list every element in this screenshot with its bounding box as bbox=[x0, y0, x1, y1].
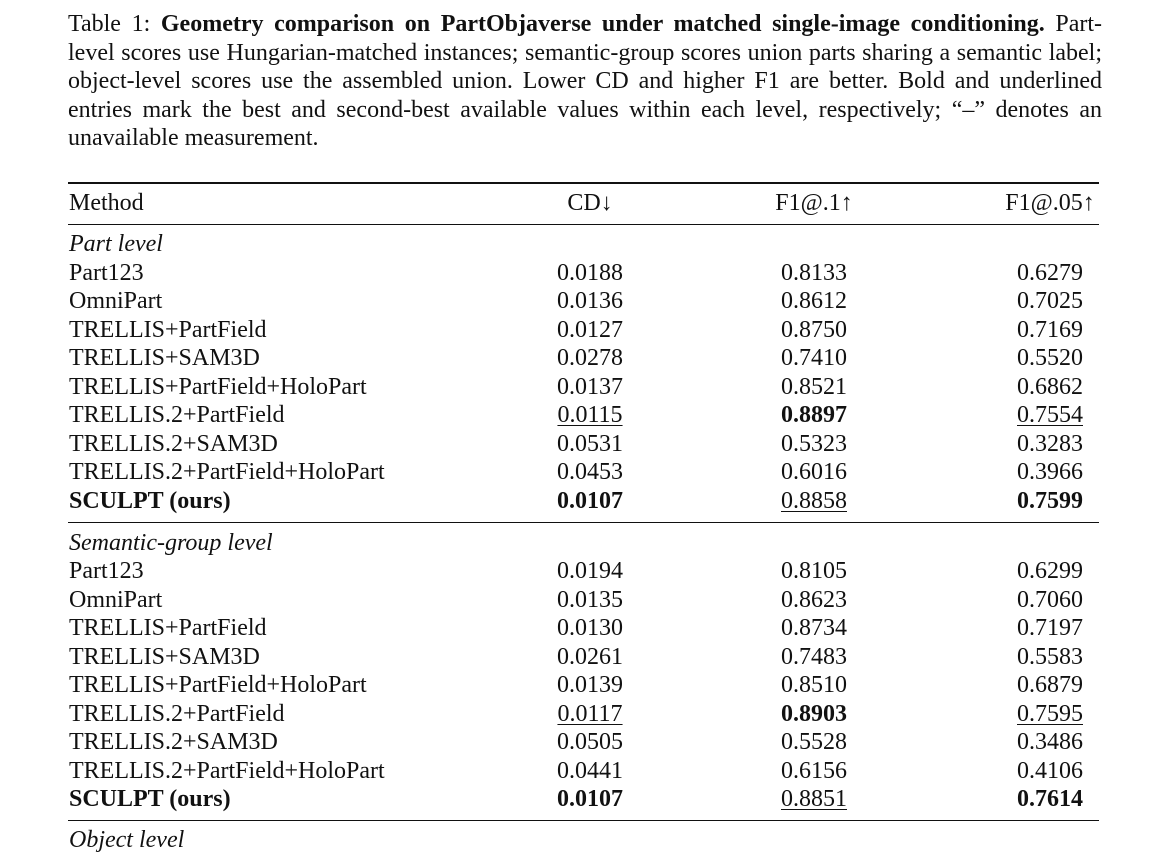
cd-cell: 0.0135 bbox=[557, 586, 623, 613]
f1-01-cell: 0.5323 bbox=[781, 430, 847, 457]
cd-cell: 0.0441 bbox=[557, 757, 623, 784]
cd-cell: 0.0194 bbox=[557, 558, 623, 584]
method-cell: TRELLIS.2+PartField+HoloPart bbox=[69, 757, 385, 784]
method-cell: TRELLIS+SAM3D bbox=[69, 643, 260, 670]
section-title-row bbox=[0, 230, 1168, 259]
f1-01-cell: 0.8105 bbox=[781, 558, 847, 584]
table-row bbox=[0, 643, 1168, 672]
table-row bbox=[0, 757, 1168, 786]
method-cell-ours: SCULPT (ours) bbox=[69, 786, 231, 812]
section-title-row bbox=[0, 529, 1168, 558]
f1-01-cell-second-best: 0.8858 bbox=[781, 487, 847, 514]
method-cell: TRELLIS+PartField bbox=[69, 316, 267, 343]
table-row bbox=[0, 430, 1168, 459]
method-cell: OmniPart bbox=[69, 288, 163, 314]
f1-01-cell: 0.6016 bbox=[781, 459, 847, 485]
cd-cell: 0.0505 bbox=[557, 729, 623, 755]
section-title-semantic-group-level: Semantic-group level bbox=[69, 529, 273, 556]
f1-005-cell: 0.5520 bbox=[1017, 345, 1083, 371]
f1-01-cell: 0.8623 bbox=[781, 586, 847, 613]
section-rule bbox=[68, 820, 1099, 821]
table-row bbox=[0, 458, 1168, 487]
header-f1-01: F1@.1↑ bbox=[775, 190, 853, 216]
section-title-part-level: Part level bbox=[69, 231, 163, 257]
table-row bbox=[0, 728, 1168, 757]
cd-cell: 0.0278 bbox=[557, 345, 623, 371]
f1-01-cell: 0.6156 bbox=[781, 757, 847, 784]
f1-005-cell: 0.4106 bbox=[1017, 757, 1083, 784]
f1-005-cell: 0.7169 bbox=[1017, 316, 1083, 343]
cd-cell-second-best: 0.0117 bbox=[557, 700, 623, 727]
f1-005-cell: 0.7025 bbox=[1017, 288, 1083, 314]
f1-005-cell: 0.3966 bbox=[1017, 459, 1083, 485]
f1-005-cell: 0.7197 bbox=[1017, 615, 1083, 641]
header-f1-005: F1@.05↑ bbox=[1005, 190, 1095, 216]
f1-005-cell: 0.3283 bbox=[1017, 430, 1083, 457]
caption-body: Part-level scores use Hungarian-matched instances; semantic-group scores union parts sharing a semantic label; object-level scores use the assembled union. Lower CD and higher F1 are better. Bold and underlined entries mark the best and second-best available values within each level, respectively; “–” denotes an unavailable measurement. bbox=[68, 11, 1103, 152]
method-cell: TRELLIS.2+SAM3D bbox=[69, 729, 278, 755]
f1-01-cell-best: 0.8897 bbox=[781, 402, 847, 428]
cd-cell: 0.0188 bbox=[557, 259, 623, 286]
method-cell: OmniPart bbox=[69, 586, 163, 613]
table-row bbox=[0, 401, 1168, 430]
method-cell: TRELLIS+SAM3D bbox=[69, 345, 260, 371]
f1-005-cell: 0.5583 bbox=[1017, 643, 1083, 670]
section-title-object-level: Object level bbox=[69, 827, 185, 853]
table-top-rule bbox=[68, 182, 1099, 184]
f1-005-cell: 0.6279 bbox=[1017, 259, 1083, 286]
cd-cell-best: 0.0107 bbox=[557, 487, 623, 514]
section-title-row bbox=[0, 826, 1168, 855]
f1-005-cell: 0.7060 bbox=[1017, 586, 1083, 613]
table-row bbox=[0, 586, 1168, 615]
method-cell: TRELLIS.2+PartField+HoloPart bbox=[69, 459, 385, 485]
method-cell: TRELLIS.2+SAM3D bbox=[69, 430, 278, 457]
cd-cell: 0.0136 bbox=[557, 288, 623, 314]
cd-cell: 0.0261 bbox=[557, 643, 623, 670]
cd-cell-best: 0.0107 bbox=[557, 786, 623, 812]
cd-cell-second-best: 0.0115 bbox=[557, 402, 623, 428]
header-method: Method bbox=[69, 190, 144, 216]
f1-01-cell: 0.8521 bbox=[781, 373, 847, 400]
f1-01-cell: 0.8612 bbox=[781, 288, 847, 314]
table-row bbox=[0, 344, 1168, 373]
f1-005-cell-best: 0.7614 bbox=[1017, 786, 1083, 812]
header-rule bbox=[68, 224, 1099, 225]
f1-01-cell: 0.5528 bbox=[781, 729, 847, 755]
table-row bbox=[0, 785, 1168, 814]
f1-005-cell: 0.3486 bbox=[1017, 729, 1083, 755]
f1-01-cell-second-best: 0.8851 bbox=[781, 786, 847, 812]
table-row bbox=[0, 557, 1168, 586]
table-row bbox=[0, 287, 1168, 316]
f1-01-cell: 0.8734 bbox=[781, 615, 847, 641]
header-cd: CD↓ bbox=[567, 190, 613, 216]
section-rule bbox=[68, 522, 1099, 523]
cd-cell: 0.0531 bbox=[557, 430, 623, 457]
method-cell: Part123 bbox=[69, 259, 144, 286]
f1-005-cell-second-best: 0.7554 bbox=[1017, 402, 1083, 428]
table-row bbox=[0, 671, 1168, 700]
method-cell: TRELLIS.2+PartField bbox=[69, 402, 285, 428]
f1-005-cell-second-best: 0.7595 bbox=[1017, 700, 1083, 727]
table-row bbox=[0, 259, 1168, 288]
table-header-row bbox=[0, 189, 1168, 218]
f1-01-cell: 0.8133 bbox=[781, 259, 847, 286]
cd-cell: 0.0139 bbox=[557, 672, 623, 698]
f1-01-cell-best: 0.8903 bbox=[781, 700, 847, 727]
f1-005-cell: 0.6299 bbox=[1017, 558, 1083, 584]
caption-title: Geometry comparison on PartObjaverse under matched single-image conditioning. bbox=[160, 11, 1045, 37]
f1-01-cell: 0.8750 bbox=[781, 316, 847, 343]
f1-005-cell: 0.6862 bbox=[1017, 373, 1083, 400]
cd-cell: 0.0453 bbox=[557, 459, 623, 485]
f1-005-cell-best: 0.7599 bbox=[1017, 487, 1083, 514]
table-row bbox=[0, 614, 1168, 643]
f1-01-cell: 0.7410 bbox=[781, 345, 847, 371]
method-cell: TRELLIS.2+PartField bbox=[69, 700, 285, 727]
table-row bbox=[0, 316, 1168, 345]
method-cell: Part123 bbox=[69, 558, 144, 584]
cd-cell: 0.0130 bbox=[557, 615, 623, 641]
table-row bbox=[0, 373, 1168, 402]
cd-cell: 0.0127 bbox=[557, 316, 623, 343]
method-cell-ours: SCULPT (ours) bbox=[69, 487, 231, 514]
cd-cell: 0.0137 bbox=[557, 373, 623, 400]
method-cell: TRELLIS+PartField+HoloPart bbox=[69, 373, 367, 400]
table-row bbox=[0, 487, 1168, 516]
f1-01-cell: 0.7483 bbox=[781, 643, 847, 670]
f1-005-cell: 0.6879 bbox=[1017, 672, 1083, 698]
method-cell: TRELLIS+PartField bbox=[69, 615, 267, 641]
method-cell: TRELLIS+PartField+HoloPart bbox=[69, 672, 367, 698]
table-row bbox=[0, 700, 1168, 729]
caption-label: Table 1: bbox=[68, 11, 161, 37]
table-caption bbox=[68, 10, 1102, 153]
f1-01-cell: 0.8510 bbox=[781, 672, 847, 698]
